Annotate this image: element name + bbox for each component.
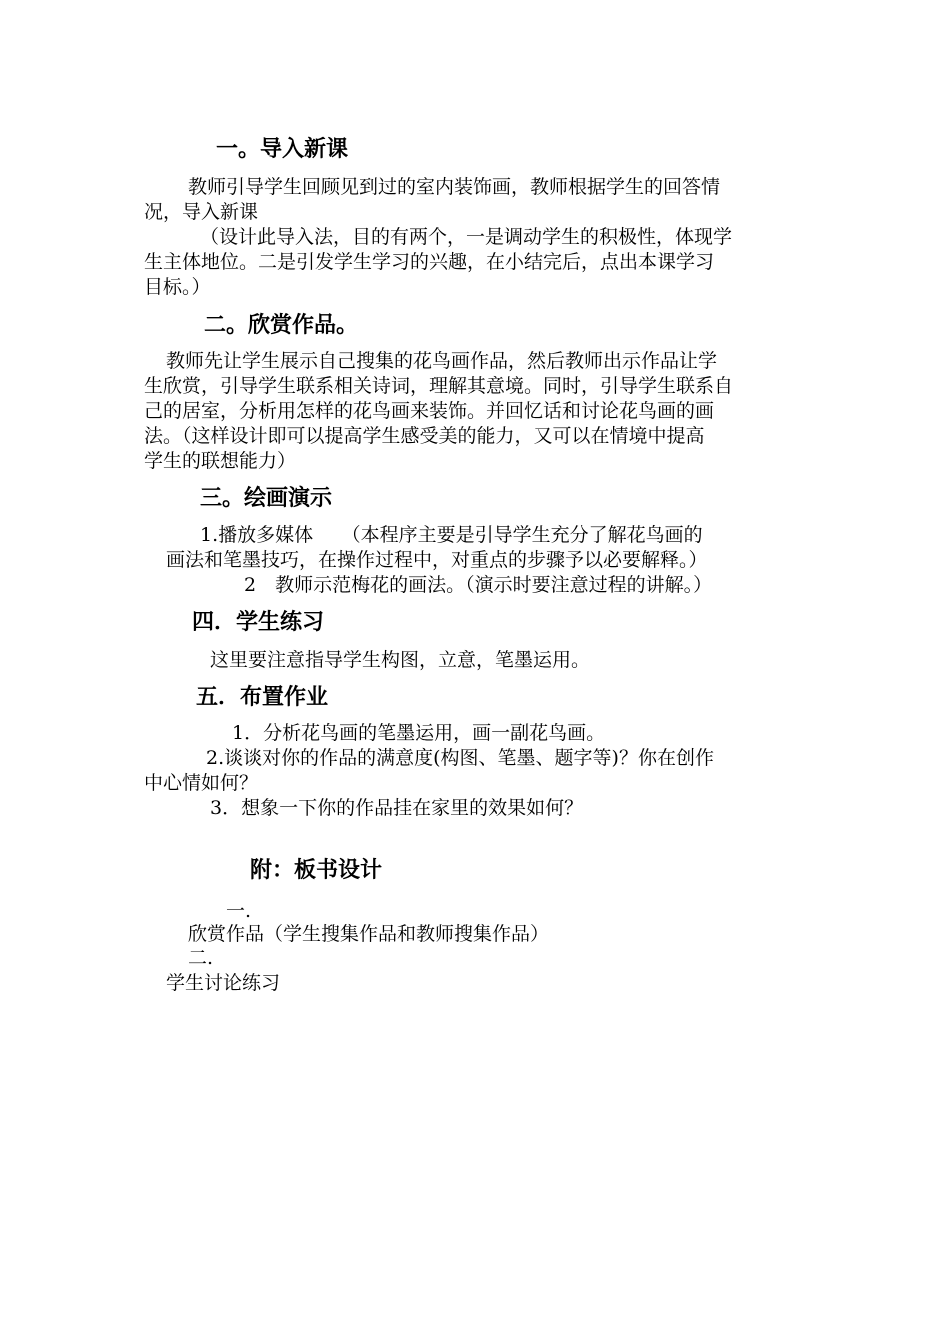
paragraph-line: （设计此导入法，目的有两个，一是调动学生的积极性，体现学	[200, 226, 733, 248]
paragraph-line: 况，导入新课	[144, 201, 259, 223]
appendix-heading: 附：板书设计	[250, 858, 383, 883]
paragraph-line: 法。（这样设计即可以提高学生感受美的能力，又可以在情境中提高	[144, 425, 705, 447]
paragraph-line: 3．想象一下你的作品挂在家里的效果如何？	[210, 797, 584, 819]
board-line: 欣赏作品（学生搜集作品和教师搜集作品）	[188, 923, 550, 945]
paragraph-line: 学生的联想能力）	[144, 450, 297, 472]
paragraph-line: 教师引导学生回顾见到过的室内装饰画，教师根据学生的回答情	[188, 176, 721, 198]
paragraph-line: 生主体地位。二是引发学生学习的兴趣，在小结完后，点出本课学习	[144, 251, 715, 273]
paragraph-line: 1.播放多媒体 （本程序主要是引导学生充分了解花鸟画的	[200, 524, 703, 546]
paragraph-line: 1．分析花鸟画的笔墨运用，画一副花鸟画。	[232, 722, 606, 744]
board-line: 二.	[188, 947, 214, 969]
section-heading-1: 一。导入新课	[216, 137, 349, 162]
paragraph-line: 画法和笔墨技巧，在操作过程中，对重点的步骤予以必要解释。）	[166, 549, 708, 571]
paragraph-line: 教师先让学生展示自己搜集的花鸟画作品，然后教师出示作品让学	[166, 350, 718, 372]
section-heading-3: 三。绘画演示	[200, 486, 333, 511]
section-heading-5: 五．布置作业	[196, 685, 329, 710]
paragraph-line: 己的居室，分析用怎样的花鸟画来装饰。并回忆话和讨论花鸟画的画	[144, 400, 715, 422]
paragraph-line: 目标。）	[144, 276, 211, 298]
paragraph-line: 中心情如何？	[144, 772, 259, 794]
paragraph-line: 生欣赏，引导学生联系相关诗词，理解其意境。同时，引导学生联系自	[144, 375, 734, 397]
board-line: 学生讨论练习	[166, 972, 281, 994]
board-line: 一.	[226, 900, 252, 922]
section-heading-4: 四．学生练习	[192, 610, 325, 635]
paragraph-line: 2 教师示范梅花的画法。（演示时要注意过程的讲解。）	[244, 574, 713, 596]
paragraph-line: 这里要注意指导学生构图，立意，笔墨运用。	[210, 649, 591, 671]
section-heading-2: 二。欣赏作品。	[204, 313, 359, 338]
paragraph-line: 2.谈谈对你的作品的满意度(构图、笔墨、题字等)？你在创作	[206, 747, 714, 769]
